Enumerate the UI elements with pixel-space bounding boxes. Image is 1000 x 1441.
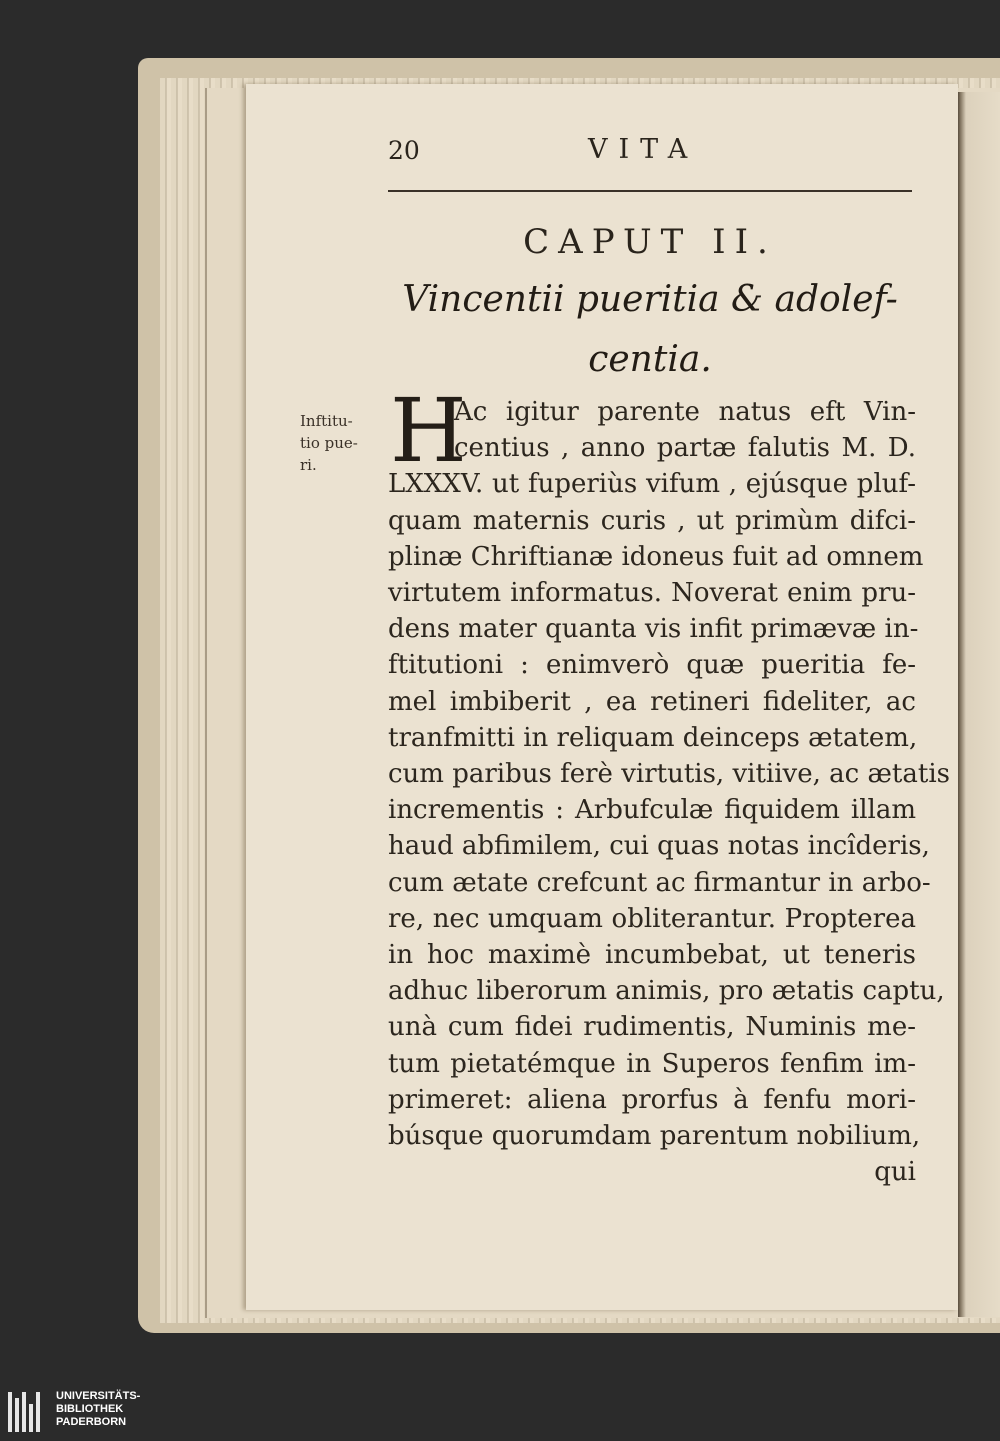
body-line: primeret: aliena prorfus à fenfu mori-	[388, 1084, 916, 1115]
body-line: búsque quorumdam parentum nobilium,	[388, 1121, 921, 1152]
chapter-subtitle	[388, 270, 912, 390]
library-logo	[8, 1390, 208, 1434]
body-line: adhuc liberorum animis, pro ætatis captu,	[388, 976, 945, 1007]
body-line: re, nec umquam obliterantur. Propterea	[388, 903, 916, 934]
body-line: tum pietatémque in Superos fenfim im-	[388, 1048, 916, 1079]
running-head: VITA	[588, 134, 699, 165]
facing-page-edge	[958, 92, 1000, 1317]
body-line: unà cum fidei rudimentis, Numinis me-	[388, 1012, 916, 1043]
chapter-title: CAPUT II.	[523, 222, 777, 262]
body-line: in hoc maximè incumbebat, ut teneris	[388, 940, 916, 971]
body-text	[388, 394, 950, 1190]
body-line: quam maternis curis , ut primùm difci-	[388, 505, 916, 536]
marginal-note: Inftitu- tio pue- ri.	[300, 412, 358, 474]
drop-cap: H	[390, 379, 467, 482]
body-line: cum paribus ferè virtutis, vitiive, ac ætatis	[388, 759, 950, 790]
header-rule	[388, 190, 912, 192]
body-line: haud abfimilem, cui quas notas incîderis,	[388, 831, 930, 862]
body-line: plinæ Chriftianæ idoneus fuit ad omnem	[388, 541, 924, 572]
body-line: tranfmitti in reliquam deinceps ætatem,	[388, 722, 918, 753]
body-line: centius , anno partæ falutis M. D.	[454, 433, 916, 464]
chapter-subtitle-line: Vincentii pueritia & adolef-	[402, 279, 898, 320]
body-line: ftitutioni : enimverò quæ pueritia fe-	[388, 650, 916, 681]
page-number: 20	[388, 136, 420, 165]
logo-line: PADERBORN	[56, 1416, 127, 1428]
body-line: LXXXV. ut fuperiùs vifum , ejúsque pluf-	[388, 469, 916, 500]
body-line: virtutem informatus. Noverat enim pru-	[388, 578, 916, 609]
chapter-subtitle-line: centia.	[588, 339, 712, 380]
logo-line: BIBLIOTHEK	[56, 1403, 124, 1415]
body-line: incrementis : Arbufculæ fiquidem illam	[388, 795, 916, 826]
logo-line: UNIVERSITÄTS-	[56, 1390, 141, 1402]
catchword: qui	[874, 1157, 916, 1188]
logo-text	[56, 1390, 140, 1429]
body-line: mel imbiberit , ea retineri fideliter, ac	[388, 686, 916, 717]
body-line: dens mater quanta vis infit primævæ in-	[388, 614, 919, 645]
logo-bars-icon	[8, 1392, 48, 1432]
body-line: cum ætate crefcunt ac firmantur in arbo-	[388, 867, 931, 898]
body-line: Ac igitur parente natus eft Vin-	[454, 397, 916, 427]
